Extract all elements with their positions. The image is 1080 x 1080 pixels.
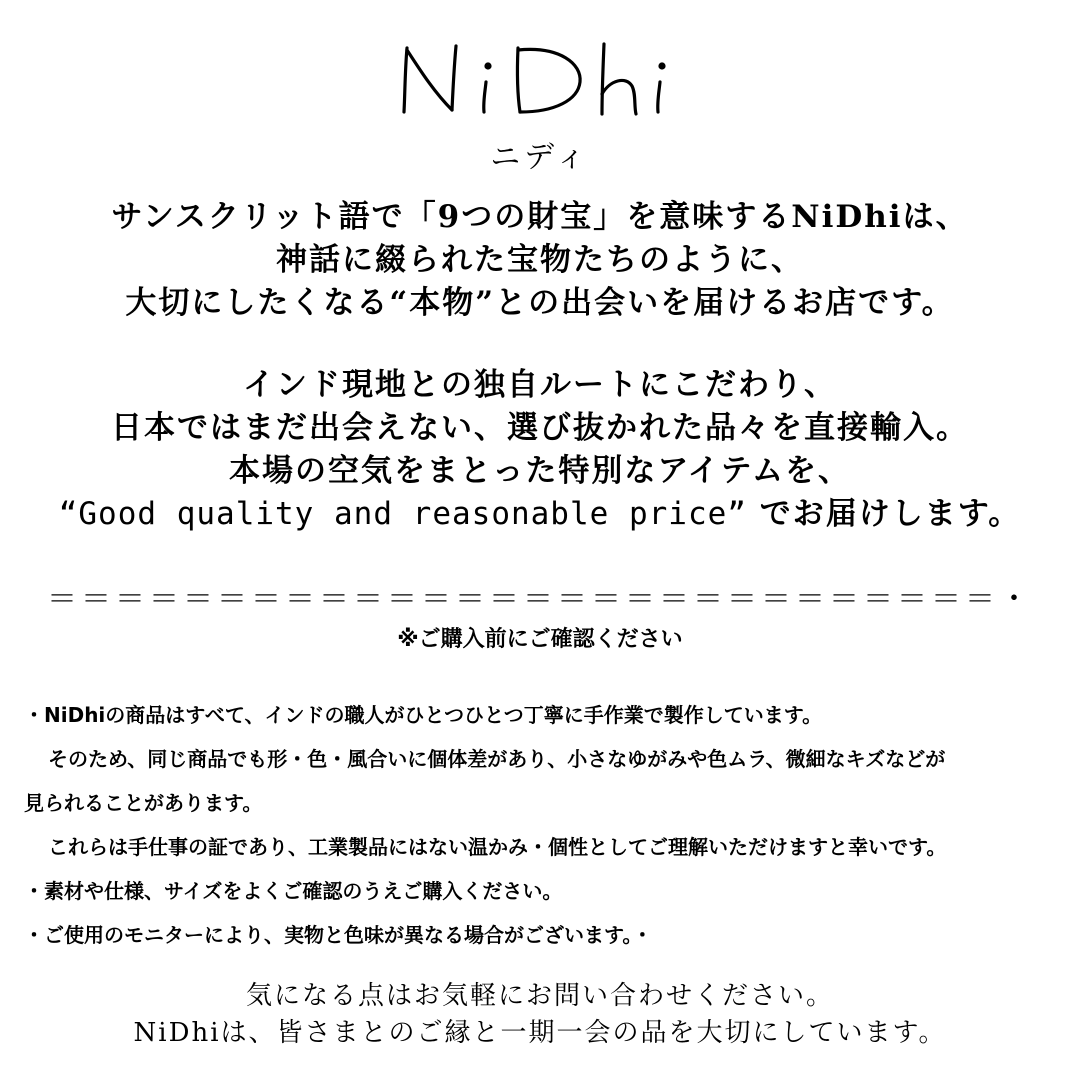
intro-paragraph	[0, 196, 1080, 325]
story-tagline-line	[0, 493, 1080, 536]
notice-line: そのため、同じ商品でも形・色・風合いに個体差があり、小さなゆがみや色ムラ、微細なキズなどが	[48, 747, 946, 771]
story-line: 本場の空気をまとった特別なアイテムを、	[228, 453, 852, 489]
brand-logo	[0, 38, 1080, 120]
closing-line: 気になる点はお気軽にお問い合わせください。	[245, 981, 834, 1011]
brand-reading: ニディ	[490, 140, 590, 175]
notice-heading: ※ご購入前にご確認ください	[397, 627, 683, 652]
notice-line: ・NiDhiの商品はすべて、インドの職人がひとつひとつ丁寧に手作業で製作しています。	[24, 703, 823, 727]
notice-line: 見られることがあります。	[24, 791, 263, 815]
story-line: インド現地との独自ルートにこだわり、	[243, 367, 837, 403]
notice-line: ・ご使用のモニターにより、実物と色味が異なる場合がございます。・	[24, 923, 653, 947]
section-divider: ＝＝＝＝＝＝＝＝＝＝＝＝＝＝＝＝＝＝＝＝＝＝＝＝＝＝＝＝・	[47, 582, 1033, 617]
nidhi-logo-icon	[390, 38, 690, 120]
notice-list	[24, 693, 1064, 957]
tagline-suffix: でお届けします。	[746, 496, 1022, 532]
closing-paragraph	[0, 978, 1080, 1052]
tagline-quote: “Good quality and reasonable price”	[58, 496, 747, 532]
notice-line: これらは手仕事の証であり、工業製品にはない温かみ・個性としてご理解いただけますと幸いです。	[48, 835, 947, 859]
intro-line: サンスクリット語で「9つの財宝」を意味するNiDhiは、	[111, 199, 969, 235]
notice-line: ・素材や仕様、サイズをよくご確認のうえご購入ください。	[24, 879, 563, 903]
closing-line: NiDhiは、皆さまとのご縁と一期一会の品を大切にしています。	[133, 1018, 947, 1048]
intro-line: 大切にしたくなる“本物”との出会いを届けるお店です。	[125, 285, 955, 321]
story-paragraph	[0, 364, 1080, 536]
intro-line: 神話に綴られた宝物たちのように、	[276, 242, 804, 278]
story-line: 日本ではまだ出会えない、選び抜かれた品々を直接輸入。	[111, 410, 969, 446]
